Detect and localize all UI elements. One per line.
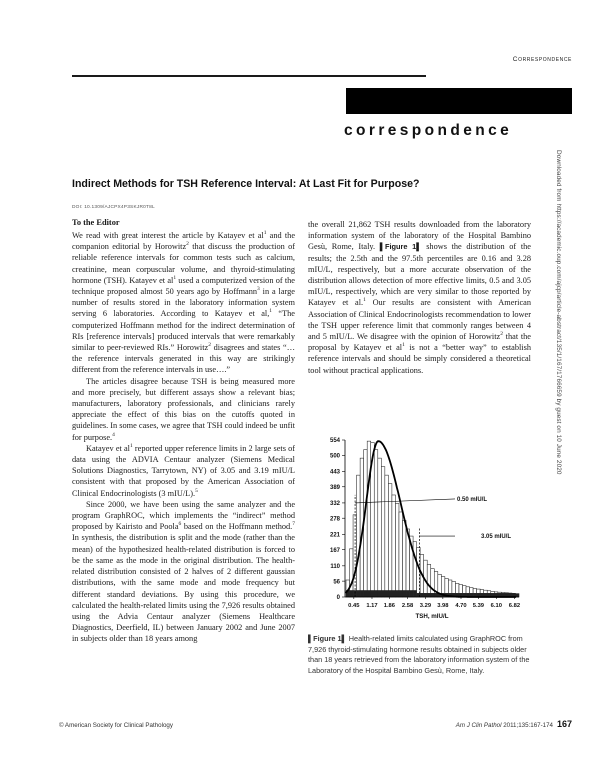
body-paragraph: Since 2000, we have been using the same analyzer and the program GraphROC, which implements the “indirect” method proposed by Kairisto and Poola$^6$ based on the Hoffmann method.$^7$ In synthesis, the distribution is split and the mode (rather than the mean) of the hypothesized health-related distribution is forced to be the same as the mode in the original distribution. The health-related distribution consisted of 2 halves of 2 different gaussian distributions, with the same mode and mode frequency but different standard deviations. By using this procedure, we calculated the health-related limits using the 7,926 results obtained using the Advia Centaur analyzer (Siemens Healthcare Diagnostics, Deerfield, IL) between January 2002 and June 2007 in subjects older than 18 years among (72, 499, 295, 644)
histogram-bar-base (357, 590, 361, 597)
reference-number[interactable]: 5 (195, 487, 198, 494)
histogram-bar-base (388, 590, 392, 597)
histogram-bar-base (406, 590, 410, 597)
histogram-bar-base (374, 590, 378, 597)
y-tick-label: 110 (330, 564, 340, 571)
article-title: Indirect Methods for TSH Reference Interval: At Last Fit for Purpose? (72, 178, 420, 190)
y-tick-label: 0 (336, 595, 340, 602)
histogram-bar (388, 484, 392, 597)
body-paragraph: We read with great interest the article by Katayev et $al^1$ and the companion editorial by Horowitz$^2$ that discuss the production of reliable reference intervals for common tests such as calcium, creatinine, mean corpuscular volume, and thyroid-stimulating hormone (TSH). Katayev et $al^1$ used a computerized version of the technique proposed almost 50 years ago by Hoffmann$^3$ in a large number of results stored in the laboratory information system serving 6 laboratories. According to Katayev et al,$^1$ “The computerized Hoffmann method for the indirect determination of RIs [reference intervals] produced intervals that were remarkably similar to peer-reviewed RIs.” Horowitz$^2$ disagrees and states “…the reference intervals generated in this way are strikingly different from the reference intervals in use….” (72, 230, 295, 375)
histogram-bar (378, 458, 382, 597)
header-black-bar (346, 88, 572, 114)
histogram-bar (381, 467, 385, 597)
body-paragraph: The articles disagree because TSH is being measured more and more precisely, but different assays show a relevant bias; manufacturers, laboratory professionals, and clinicians rarely appreciate the effect of this bias on the cutoffs quoted in guidelines. In some cases, we agree that TSH could indeed be unfit for purpose.$^4$ (72, 376, 295, 442)
reference-number[interactable]: 6 (178, 521, 182, 528)
histogram-chart (305, 432, 545, 632)
top-rule (72, 75, 426, 77)
histogram-bar (357, 475, 361, 597)
histogram-bar (392, 495, 396, 597)
histogram-bar-base (413, 590, 417, 597)
footer-copyright: © American Society for Clinical Pathology (59, 722, 173, 729)
x-tick-label: 6.82 (508, 603, 521, 609)
histogram-bar-base (392, 590, 396, 597)
histogram-bar-base (378, 590, 382, 597)
x-tick-label: 6.10 (490, 603, 502, 609)
body-paragraph: Katayev et $al^1$ reported upper reference limits in 2 large sets of data using the ADVIA Centaur analyzer (Siemens Medical Solutions Diagnostics, Tarrytown, NY) of 3.05 and 3.19 mIU/L consistent with that proposed by the American Association of Clinical Endocrinologists (3 mIU/L).$^5$ (72, 443, 296, 498)
histogram-bar-base (434, 593, 438, 597)
histogram-bar-base (399, 590, 403, 597)
reference-number[interactable]: 1 (263, 230, 267, 237)
histogram-bar-base (424, 593, 428, 597)
reference-number[interactable]: 2 (186, 241, 189, 248)
reference-label: 0.50 mIU/L (457, 496, 488, 503)
histogram-bar-base (431, 593, 435, 597)
y-tick-label: 554 (329, 438, 340, 445)
histogram-bar-base (420, 593, 424, 597)
figure-caption: ▌Figure 1▌ Health-related limits calculated using GraphROC from 7,926 thyroid-stimulating hormone results obtained in subjects older than 18 years retrieved from the laboratory information system of the Laboratory of the Hospital Bambino Gesù, Rome, Italy. (308, 634, 530, 675)
y-tick-label: 278 (329, 516, 340, 523)
reference-number[interactable]: 1 (269, 308, 273, 315)
histogram-bar-base (371, 590, 375, 597)
y-tick-label: 443 (329, 469, 340, 476)
histogram-bar-base (360, 590, 364, 597)
x-tick-label: 4.70 (455, 603, 467, 609)
reference-label: 3.05 mIU/L (481, 534, 512, 541)
x-axis-label: TSH, mIU/L (415, 613, 449, 620)
x-tick-label: 5.39 (472, 603, 485, 609)
x-tick-label: 1.86 (383, 603, 396, 609)
histogram-bar-base (385, 590, 389, 597)
histogram-bar (367, 441, 371, 597)
x-tick-label: 1.17 (366, 603, 378, 609)
reference-number[interactable]: 1 (129, 443, 133, 450)
reference-number[interactable]: 4 (112, 431, 115, 438)
histogram-bar-base (364, 590, 368, 597)
histogram-bar-base (350, 590, 354, 597)
reference-number[interactable]: 1 (173, 275, 177, 282)
histogram-bar (374, 450, 378, 597)
figure-reference[interactable]: ▌Figure 1▌ (379, 242, 422, 252)
x-tick-label: 0.45 (348, 603, 360, 609)
salutation: To the Editor (72, 218, 120, 227)
histogram-bar (431, 569, 435, 597)
reference-number[interactable]: 2 (208, 342, 211, 349)
doi[interactable]: DOI: 10.1309/AJCPX4P3SKJR0T8L (72, 205, 155, 210)
histogram-bar-base (367, 590, 371, 597)
y-tick-label: 332 (329, 501, 340, 508)
y-tick-label: 500 (329, 453, 340, 460)
histogram-bar-base (402, 590, 406, 597)
download-watermark: Downloaded from https://academic.oup.com/ajcp/article-abstract/135/1/167/1766659 by guest on 10 June 2020 (555, 150, 562, 475)
y-tick-label: 389 (329, 484, 340, 491)
histogram-bar (427, 564, 431, 597)
reference-number[interactable]: 7 (292, 521, 295, 528)
x-tick-label: 2.58 (401, 603, 414, 609)
histogram-bar-base (395, 590, 399, 597)
section-label: Correspondence (512, 56, 572, 63)
page-number: 167 (556, 719, 572, 729)
histogram-bar (385, 475, 389, 597)
histogram-bar-base (427, 593, 431, 597)
histogram-bar (402, 520, 406, 597)
body-right-column (308, 219, 531, 376)
histogram-bar-base (410, 590, 414, 597)
y-tick-label: 56 (333, 579, 340, 586)
section-kicker: correspondence (344, 122, 513, 139)
footer-citation: Am J Clin Pathol 2011;135:167-174 167 (455, 719, 572, 729)
body-paragraph: the overall 21,862 TSH results downloaded from the laboratory information system of the laboratory of the Hospital Bambino Gesù, Rome, Italy. ▌Figure 1▌ shows the distribution of the results; the 2.5th and the 97.5th percentiles are 0.16 and 3.28 mIU/L, respectively, but a more accurate observation of the distribution allows detection of more effective limits, 0.5 and 3.05 mIU/L, respectively, which are very similar to those reported by Katayev et al.$^1$ Our results are consistent with American Association of Clinical Endocrinologists recommendation to lower the TSH upper reference limit that commonly ranges between 4 and 5 mIU/L. We disagree with the opinion of Horowitz$^2$ that the proposal by Katayev et $al^1$ is not a “better way” to establish reference intervals and should be simply considered a theoretical tool without practical applications. (308, 220, 531, 375)
y-tick-label: 167 (329, 547, 340, 554)
x-tick-label: 3.29 (419, 603, 432, 609)
reference-number[interactable]: 3 (257, 286, 260, 293)
body-left-column (72, 230, 295, 645)
histogram-bar (395, 503, 399, 597)
x-tick-label: 3.98 (437, 603, 449, 609)
histogram-bar (350, 549, 354, 597)
histogram-bar (399, 512, 403, 597)
y-tick-label: 221 (329, 532, 340, 539)
histogram-bar-base (381, 590, 385, 597)
